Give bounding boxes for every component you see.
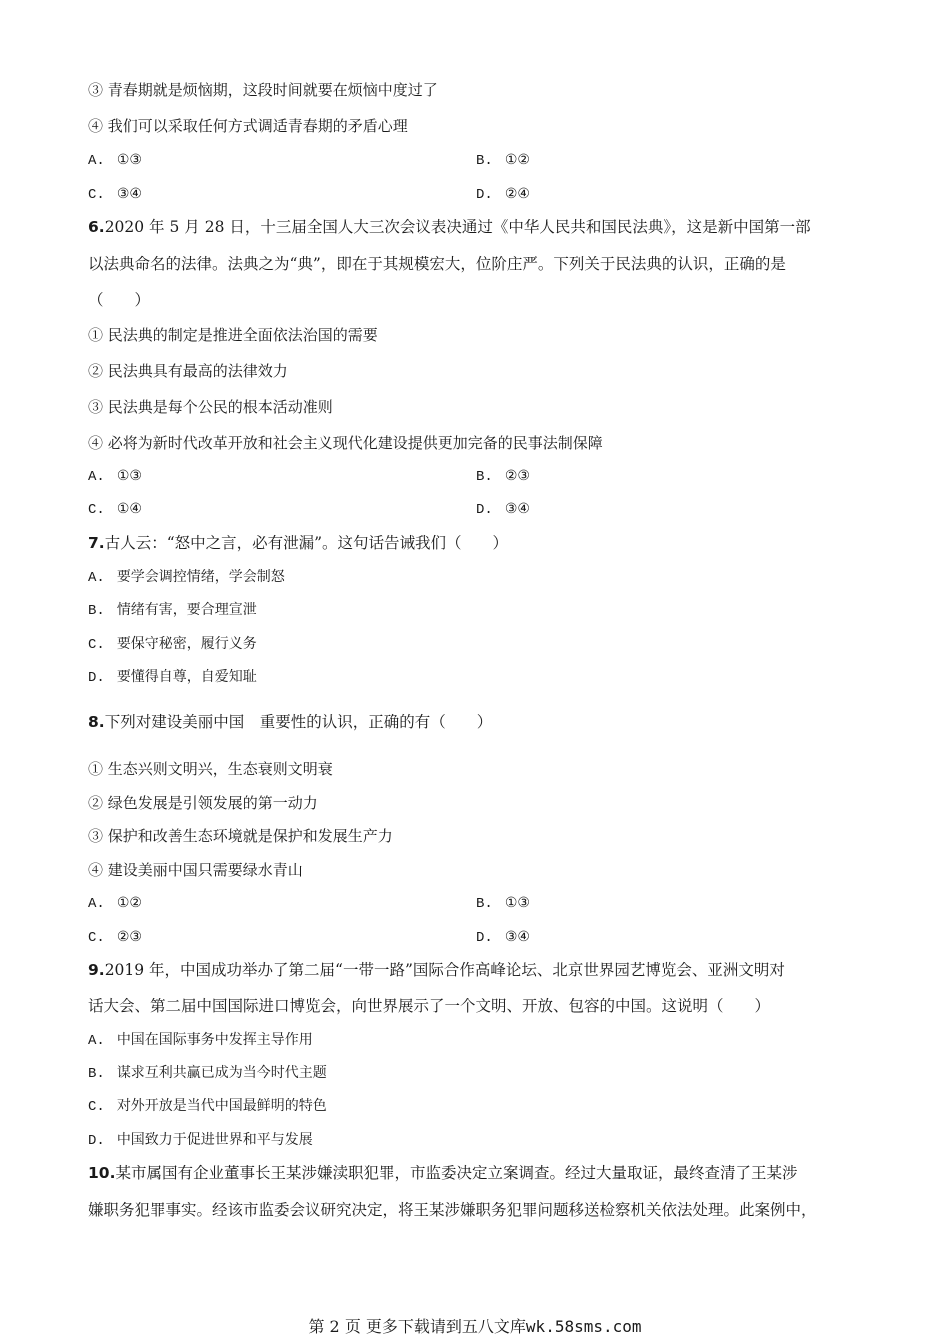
- option-text: ①③: [116, 152, 142, 168]
- question-9-line-1: [88, 960, 785, 980]
- option-letter: D.: [476, 187, 493, 203]
- option-letter: A.: [88, 896, 105, 912]
- statement-3: ③ 民法典是每个公民的根本活动准则: [88, 398, 333, 416]
- option-d[interactable]: [88, 1130, 313, 1151]
- option-text: ①④: [116, 501, 142, 517]
- option-text: 对外开放是当代中国最鲜明的特色: [116, 1098, 327, 1114]
- option-text: ①②: [504, 152, 530, 168]
- option-a[interactable]: [88, 893, 142, 914]
- option-b[interactable]: [88, 1063, 327, 1084]
- statement-3: ③ 保护和改善生态环境就是保护和发展生产力: [88, 827, 393, 845]
- option-text: ①③: [504, 895, 530, 911]
- option-letter: A.: [88, 1033, 105, 1049]
- option-text: ②④: [504, 186, 530, 202]
- option-d[interactable]: [476, 499, 530, 520]
- option-letter: A.: [88, 469, 105, 485]
- option-b[interactable]: [476, 893, 530, 914]
- question-9-line-2: 话大会、第二届中国国际进口博览会，向世界展示了一个文明、开放、包容的中国。这说明（ ）: [88, 997, 771, 1015]
- option-text: 要懂得自尊，自爱知耻: [116, 669, 257, 685]
- option-letter: B.: [476, 153, 493, 169]
- option-letter: C.: [88, 930, 105, 946]
- statement-3: ③ 青春期就是烦恼期，这段时间就要在烦恼中度过了: [88, 81, 438, 99]
- question-stem: 2019 年，中国成功举办了第二届“一带一路”国际合作高峰论坛、北京世界园艺博览会、亚洲文明对: [104, 961, 785, 979]
- question-10-line-1: [88, 1163, 797, 1183]
- option-letter: D.: [476, 930, 493, 946]
- option-text: 中国致力于促进世界和平与发展: [116, 1132, 313, 1148]
- option-letter: B.: [88, 1066, 105, 1082]
- option-letter: A.: [88, 153, 105, 169]
- option-text: 要保守秘密，履行义务: [116, 636, 257, 652]
- option-text: 谋求互利共赢已成为当今时代主题: [116, 1065, 327, 1081]
- option-text: ①②: [116, 895, 142, 911]
- question-number: 10.: [88, 1164, 116, 1182]
- question-number: 6.: [88, 218, 105, 236]
- option-letter: C.: [88, 502, 105, 518]
- question-number: 8.: [88, 713, 105, 731]
- option-b[interactable]: [476, 466, 530, 487]
- option-b[interactable]: [476, 150, 530, 171]
- question-8: [88, 712, 492, 732]
- option-d[interactable]: [88, 667, 257, 688]
- statement-1: ① 生态兴则文明兴，生态衰则文明衰: [88, 760, 333, 778]
- statement-2: ② 民法典具有最高的法律效力: [88, 362, 288, 380]
- question-10-line-2: 嫌职务犯罪事实。经该市监委会议研究决定，将王某涉嫌职务犯罪问题移送检察机关依法处理。此案例中，: [88, 1201, 817, 1219]
- question-stem: 2020 年 5 月 28 日，十三届全国人大三次会议表决通过《中华人民共和国民法典》，这是新中国第一部: [104, 218, 811, 236]
- option-letter: D.: [88, 670, 105, 686]
- option-c[interactable]: [88, 927, 142, 948]
- question-6-line-1: [88, 217, 811, 237]
- question-7: [88, 533, 508, 553]
- option-text: ③④: [116, 186, 142, 202]
- option-letter: B.: [88, 603, 105, 619]
- option-d[interactable]: [476, 927, 530, 948]
- option-letter: B.: [476, 469, 493, 485]
- statement-2: ② 绿色发展是引领发展的第一动力: [88, 794, 318, 812]
- option-text: ③④: [504, 501, 530, 517]
- question-stem: 古人云：“怒中之言，必有泄漏”。这句话告诫我们（ ）: [104, 534, 509, 552]
- option-letter: A.: [88, 570, 105, 586]
- page-footer: [0, 1314, 950, 1337]
- option-text: ①③: [116, 468, 142, 484]
- statement-4: ④ 我们可以采取任何方式调适青春期的矛盾心理: [88, 117, 408, 135]
- option-text: ②③: [504, 468, 530, 484]
- option-letter: C.: [88, 187, 105, 203]
- option-text: ②③: [116, 929, 142, 945]
- option-letter: D.: [476, 502, 493, 518]
- site-link[interactable]: wk.58sms.com: [525, 1317, 642, 1336]
- option-c[interactable]: [88, 1096, 327, 1117]
- statement-1: ① 民法典的制定是推进全面依法治国的需要: [88, 326, 378, 344]
- option-a[interactable]: [88, 466, 142, 487]
- option-c[interactable]: [88, 184, 142, 205]
- question-stem: 某市属国有企业董事长王某涉嫌渎职犯罪，市监委决定立案调查。经过大量取证，最终查清了王某涉: [115, 1164, 798, 1182]
- option-a[interactable]: [88, 1030, 313, 1051]
- question-stem: 下列对建设美丽中国 重要性的认识，正确的有（ ）: [104, 713, 493, 731]
- option-letter: B.: [476, 896, 493, 912]
- option-text: 要学会调控情绪，学会制怒: [116, 569, 285, 585]
- question-number: 9.: [88, 961, 105, 979]
- option-a[interactable]: [88, 150, 142, 171]
- option-text: 中国在国际事务中发挥主导作用: [116, 1032, 313, 1048]
- statement-4: ④ 必将为新时代改革开放和社会主义现代化建设提供更加完备的民事法制保障: [88, 434, 603, 452]
- option-text: 情绪有害，要合理宣泄: [116, 602, 257, 618]
- option-letter: D.: [88, 1133, 105, 1149]
- option-d[interactable]: [476, 184, 530, 205]
- question-6-line-2: 以法典命名的法律。法典之为“典”，即在于其规模宏大，位阶庄严。下列关于民法典的认识，正确的是: [88, 255, 786, 273]
- question-6-line-3: （ ）: [88, 291, 151, 309]
- statement-4: ④ 建设美丽中国只需要绿水青山: [88, 861, 303, 879]
- option-letter: C.: [88, 1099, 105, 1115]
- option-a[interactable]: [88, 567, 285, 588]
- option-c[interactable]: [88, 634, 257, 655]
- page-number: 第 2 页 更多下载请到五八文库: [308, 1317, 526, 1336]
- option-b[interactable]: [88, 600, 257, 621]
- question-number: 7.: [88, 534, 105, 552]
- option-c[interactable]: [88, 499, 142, 520]
- option-letter: C.: [88, 637, 105, 653]
- option-text: ③④: [504, 929, 530, 945]
